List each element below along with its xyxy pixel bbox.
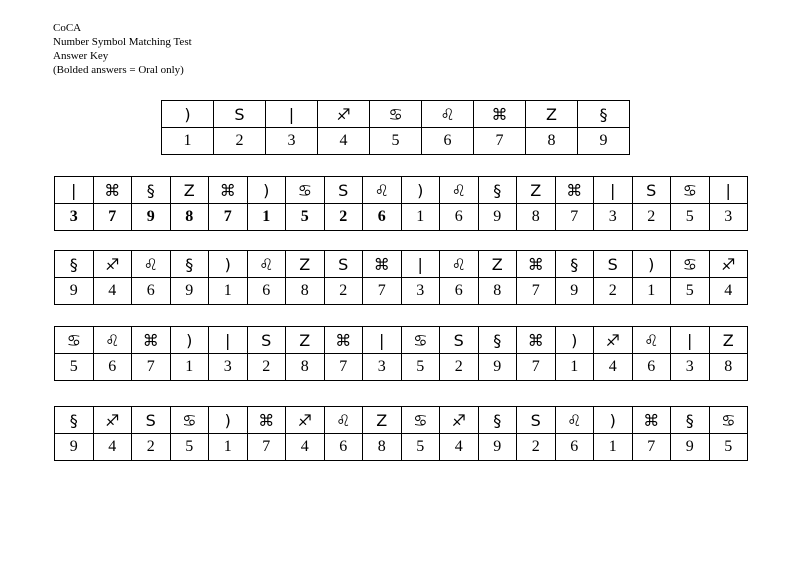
header-doc-type: Answer Key (53, 50, 109, 62)
symbol-cell: ⌘ (555, 177, 594, 204)
answer-cell: 6 (93, 354, 132, 381)
answer-row (55, 204, 748, 231)
answer-cell: 7 (632, 434, 671, 461)
symbol-cell: S (247, 327, 286, 354)
answer-cell: 2 (324, 278, 363, 305)
answer-cell: 7 (517, 278, 556, 305)
symbol-cell: ) (247, 177, 286, 204)
symbol-cell: ) (401, 177, 440, 204)
symbol-cell: ) (209, 251, 248, 278)
key-number-row (162, 128, 630, 155)
symbol-cell: ♋ (671, 177, 710, 204)
symbol-cell: | (363, 327, 402, 354)
key-number-cell: 6 (422, 128, 474, 155)
answer-cell: 8 (709, 354, 748, 381)
header-note: (Bolded answers = Oral only) (53, 64, 184, 76)
answer-cell: 3 (594, 204, 633, 231)
symbol-cell: ) (632, 251, 671, 278)
answer-cell: 4 (594, 354, 633, 381)
answer-cell: 5 (55, 354, 94, 381)
answer-cell: 3 (363, 354, 402, 381)
answer-cell: 2 (440, 354, 479, 381)
answer-cell: 9 (55, 434, 94, 461)
symbol-row (55, 177, 748, 204)
key-number-cell: 9 (578, 128, 630, 155)
answer-cell: 9 (671, 434, 710, 461)
symbol-cell: S (132, 407, 171, 434)
symbol-cell: | (709, 177, 748, 204)
symbol-cell: ⌘ (247, 407, 286, 434)
symbol-cell: ♌ (632, 327, 671, 354)
answer-cell: 7 (324, 354, 363, 381)
symbol-cell: ⌘ (517, 327, 556, 354)
symbol-cell: S (324, 177, 363, 204)
answer-cell: 3 (709, 204, 748, 231)
symbol-cell: ⌘ (209, 177, 248, 204)
symbol-row (55, 251, 748, 278)
answer-cell: 6 (132, 278, 171, 305)
symbol-cell: ⌘ (324, 327, 363, 354)
symbol-cell: ) (594, 407, 633, 434)
answer-table-3 (54, 326, 748, 381)
symbol-cell: ♋ (401, 407, 440, 434)
symbol-cell: ♌ (247, 251, 286, 278)
symbol-cell: ♌ (440, 177, 479, 204)
symbol-cell: ⌘ (363, 251, 402, 278)
answer-row (55, 278, 748, 305)
answer-cell: 5 (709, 434, 748, 461)
answer-cell: 5 (170, 434, 209, 461)
answer-cell: 7 (517, 354, 556, 381)
symbol-cell: ⌘ (132, 327, 171, 354)
oral-answer-cell: 9 (132, 204, 171, 231)
key-symbol-cell: ♋ (370, 101, 422, 128)
header-block (53, 21, 192, 77)
symbol-cell: § (132, 177, 171, 204)
symbol-cell: § (555, 251, 594, 278)
answer-cell: 9 (170, 278, 209, 305)
oral-answer-cell: 7 (209, 204, 248, 231)
symbol-cell: ♌ (440, 251, 479, 278)
key-symbol-cell: ) (162, 101, 214, 128)
key-number-cell: 2 (214, 128, 266, 155)
symbol-cell: ♌ (132, 251, 171, 278)
answer-cell: 9 (478, 354, 517, 381)
key-number-cell: 8 (526, 128, 578, 155)
answer-cell: 4 (93, 434, 132, 461)
symbol-cell: ♐ (594, 327, 633, 354)
answer-cell: 8 (286, 278, 325, 305)
oral-answer-cell: 2 (324, 204, 363, 231)
key-number-cell: 3 (266, 128, 318, 155)
answer-table-2 (54, 250, 748, 305)
answer-cell: 2 (247, 354, 286, 381)
symbol-cell: ♌ (324, 407, 363, 434)
symbol-cell: Z (517, 177, 556, 204)
symbol-cell: Z (363, 407, 402, 434)
symbol-key-table (161, 100, 630, 155)
key-symbol-cell: S (214, 101, 266, 128)
key-symbol-cell: | (266, 101, 318, 128)
key-symbol-cell: ♌ (422, 101, 474, 128)
key-number-cell: 7 (474, 128, 526, 155)
answer-cell: 4 (286, 434, 325, 461)
symbol-cell: § (55, 251, 94, 278)
answer-cell: 4 (440, 434, 479, 461)
symbol-cell: ♋ (671, 251, 710, 278)
symbol-cell: § (478, 177, 517, 204)
answer-cell: 4 (709, 278, 748, 305)
symbol-cell: Z (478, 251, 517, 278)
oral-answer-cell: 6 (363, 204, 402, 231)
symbol-cell: ⌘ (93, 177, 132, 204)
symbol-cell: ♐ (93, 251, 132, 278)
answer-cell: 3 (209, 354, 248, 381)
symbol-cell: Z (286, 251, 325, 278)
symbol-cell: Z (170, 177, 209, 204)
key-number-cell: 1 (162, 128, 214, 155)
answer-cell: 5 (671, 204, 710, 231)
symbol-cell: | (55, 177, 94, 204)
key-symbol-cell: § (578, 101, 630, 128)
answer-cell: 1 (209, 434, 248, 461)
symbol-cell: ♋ (286, 177, 325, 204)
key-symbol-cell: ♐ (318, 101, 370, 128)
answer-table-1 (54, 176, 748, 231)
answer-cell: 9 (478, 204, 517, 231)
symbol-cell: ♋ (170, 407, 209, 434)
symbol-cell: § (170, 251, 209, 278)
answer-cell: 3 (671, 354, 710, 381)
symbol-cell: Z (286, 327, 325, 354)
symbol-cell: ♐ (440, 407, 479, 434)
symbol-cell: | (671, 327, 710, 354)
answer-cell: 6 (324, 434, 363, 461)
symbol-cell: ) (555, 327, 594, 354)
symbol-cell: ⌘ (517, 251, 556, 278)
symbol-cell: ♐ (709, 251, 748, 278)
symbol-cell: S (594, 251, 633, 278)
oral-answer-cell: 1 (247, 204, 286, 231)
symbol-row (55, 407, 748, 434)
answer-cell: 2 (594, 278, 633, 305)
symbol-row (55, 327, 748, 354)
answer-cell: 7 (132, 354, 171, 381)
key-number-cell: 5 (370, 128, 422, 155)
answer-cell: 4 (93, 278, 132, 305)
symbol-cell: | (209, 327, 248, 354)
answer-cell: 9 (555, 278, 594, 305)
symbol-cell: Z (709, 327, 748, 354)
symbol-cell: ⌘ (632, 407, 671, 434)
header-org: CoCA (53, 22, 82, 34)
answer-cell: 5 (401, 434, 440, 461)
answer-cell: 6 (247, 278, 286, 305)
symbol-cell: § (478, 407, 517, 434)
symbol-cell: | (594, 177, 633, 204)
symbol-cell: § (55, 407, 94, 434)
answer-row (55, 354, 748, 381)
key-number-cell: 4 (318, 128, 370, 155)
key-symbol-row (162, 101, 630, 128)
answer-cell: 1 (594, 434, 633, 461)
answer-cell: 3 (401, 278, 440, 305)
answer-cell: 7 (555, 204, 594, 231)
symbol-cell: ♌ (555, 407, 594, 434)
answer-cell: 8 (478, 278, 517, 305)
symbol-cell: ) (170, 327, 209, 354)
symbol-cell: ♌ (93, 327, 132, 354)
answer-cell: 1 (555, 354, 594, 381)
symbol-cell: ♐ (93, 407, 132, 434)
symbol-cell: § (671, 407, 710, 434)
answer-row (55, 434, 748, 461)
answer-cell: 9 (478, 434, 517, 461)
answer-cell: 6 (440, 278, 479, 305)
symbol-cell: | (401, 251, 440, 278)
answer-table-4 (54, 406, 748, 461)
answer-cell: 2 (517, 434, 556, 461)
answer-cell: 8 (363, 434, 402, 461)
answer-cell: 8 (517, 204, 556, 231)
symbol-cell: ♋ (401, 327, 440, 354)
symbol-cell: ♐ (286, 407, 325, 434)
symbol-cell: S (324, 251, 363, 278)
symbol-cell: § (478, 327, 517, 354)
oral-answer-cell: 7 (93, 204, 132, 231)
symbol-cell: S (632, 177, 671, 204)
symbol-cell: ) (209, 407, 248, 434)
answer-cell: 2 (132, 434, 171, 461)
answer-cell: 6 (632, 354, 671, 381)
answer-cell: 2 (632, 204, 671, 231)
symbol-cell: ♋ (55, 327, 94, 354)
answer-cell: 6 (440, 204, 479, 231)
answer-cell: 5 (401, 354, 440, 381)
answer-cell: 1 (401, 204, 440, 231)
key-symbol-cell: Z (526, 101, 578, 128)
oral-answer-cell: 8 (170, 204, 209, 231)
answer-cell: 9 (55, 278, 94, 305)
symbol-cell: S (440, 327, 479, 354)
answer-cell: 7 (363, 278, 402, 305)
oral-answer-cell: 5 (286, 204, 325, 231)
symbol-cell: S (517, 407, 556, 434)
answer-cell: 7 (247, 434, 286, 461)
oral-answer-cell: 3 (55, 204, 94, 231)
key-symbol-cell: ⌘ (474, 101, 526, 128)
answer-cell: 1 (632, 278, 671, 305)
answer-cell: 1 (170, 354, 209, 381)
answer-cell: 1 (209, 278, 248, 305)
symbol-cell: ♌ (363, 177, 402, 204)
answer-cell: 8 (286, 354, 325, 381)
symbol-cell: ♋ (709, 407, 748, 434)
answer-cell: 6 (555, 434, 594, 461)
answer-cell: 5 (671, 278, 710, 305)
header-test-name: Number Symbol Matching Test (53, 36, 192, 48)
